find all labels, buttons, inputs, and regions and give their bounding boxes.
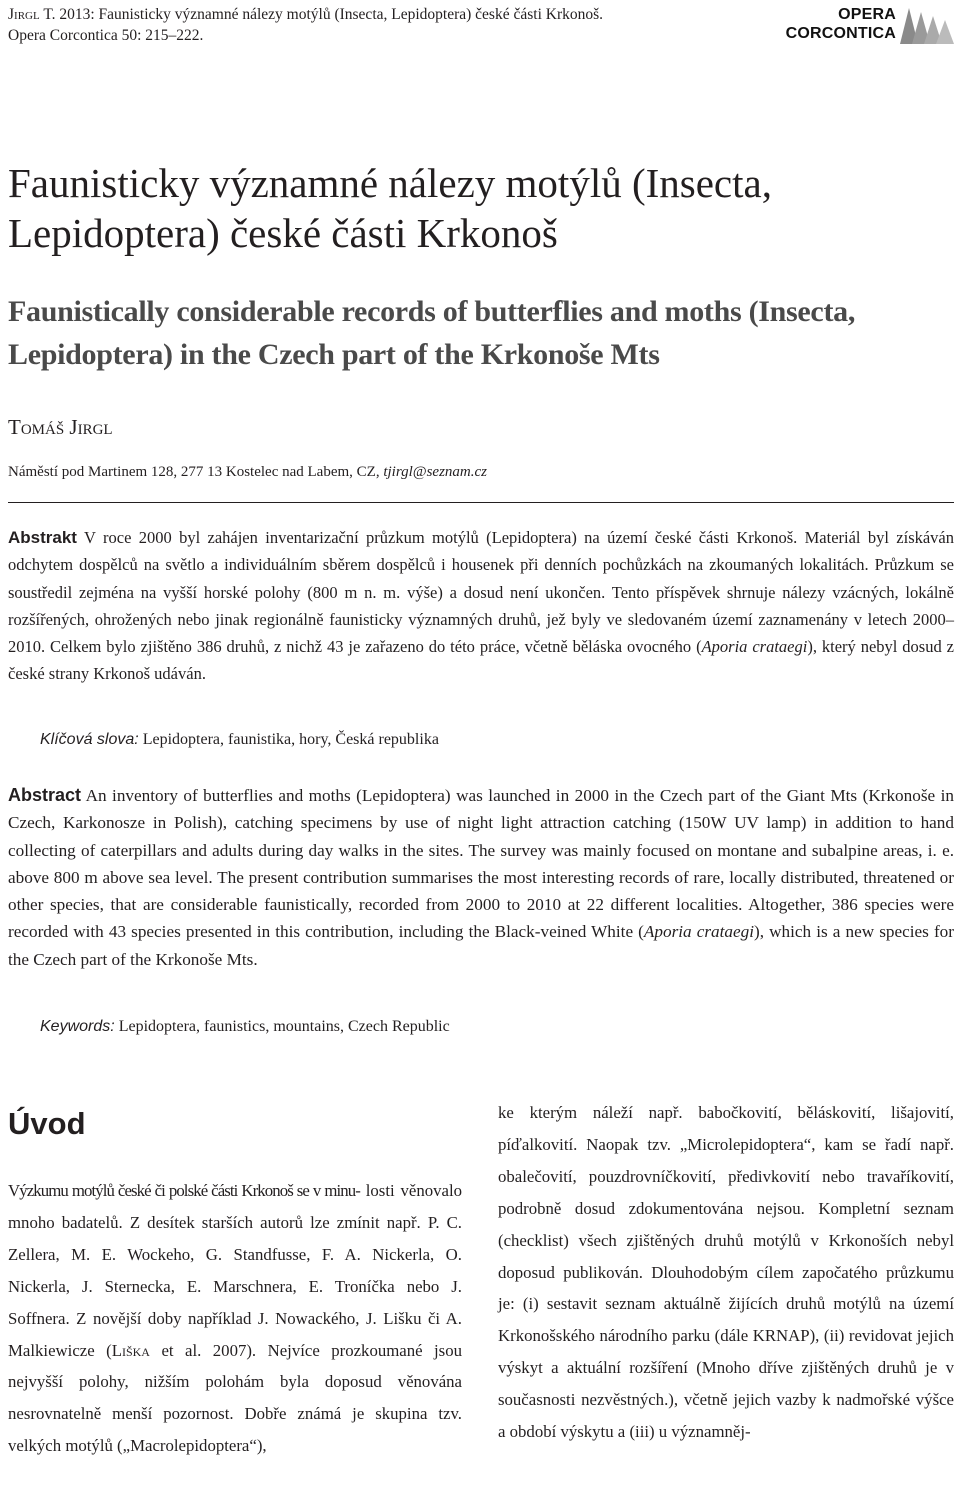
divider [8,502,954,503]
keywords-english [40,1016,450,1038]
abstract-english [8,782,954,973]
address-text: Náměstí pod Martinem 128, 277 13 Kostelec nad Labem, CZ, [8,464,384,480]
abstract-czech [8,524,954,688]
intro-left-first-line: Výzkumu motýlů české či polské části Krkonoš se v minu- [8,1181,360,1200]
citation-journal: Opera Corcontica 50: 215–222. [8,27,204,44]
abstract-english-text-1: An inventory of butterflies and moths (Lepidoptera) was launched in 2000 in the Czech part of the Giant Mts (Krkonoše in Czech, Karkonosze in Polish), catching specimens by use of night light attraction catching (150W UV lamp) in addition to hand collecting of caterpillars and adults during day walks in the sites. The survey was mainly focused on montane and subalpine areas, i. e. above 800 m above sea level. The present contribution summarises the most interesting records of rare, locally distributed, threatened or other species, that are considerable faunistically, recorded from 2000 to 2010 at 22 different localities. Altogether, 386 species were recorded with 43 species presented in this contribution, including the Black-veined White ( [8,786,954,942]
keywords-english-label: Keywords: [40,1018,115,1035]
intro-left-text-2: et al. 2007). Nejvíce prozkoumané jsou nejvyšší polohy, nižším polohám byla doposud věnována nesrovnatelně menší pozornost. Dobře známá je skupina tzv. velkých motýlů („Macrolepidoptera“), [8,1340,462,1456]
email-link[interactable]: tjirgl@seznam.cz [383,464,488,480]
abstract-english-species: Aporia crataegi [643,922,755,942]
intro-left-text-1: losti věnovalo mnoho badatelů. Z desítek starších autorů lze zmínit např. P. C. Zellera, M. E. Wockeho, G. Standfusse, F. A. Nickerla, O. Nickerla, J. Sternecka, E. Marschnera, E. Troníčka nebo J. Soffnera. Z novější doby například J. Nowackého, J. Lišku či A. Malkiewicze ( [8,1181,463,1360]
logo-text [784,5,896,43]
abstract-english-text-2: ), which is a new species for the Czech part of the Krkonoše Mts. [8,922,954,969]
author-name: Tomáš Jirgl [8,415,113,439]
abstract-czech-species: Aporia crataegi [701,637,808,657]
keywords-czech-label: Klíčová slova: [40,731,139,748]
title-english: Faunistically considerable records of butterflies and moths (Insecta, Lepidoptera) in the Czech part of the Krkonoše Mts [8,295,856,371]
abstract-czech-heading: Abstrakt [8,528,77,547]
abstract-english-heading: Abstract [8,785,82,805]
abstract-czech-text-2: ), který nebyl dosud z české strany Krkonoš udáván. [8,637,954,684]
intro-heading: Úvod [8,1106,86,1141]
logo-line-corcontica: CORCONTICA [785,25,896,42]
mountains-logo-icon [900,6,954,44]
keywords-czech-text: Lepidoptera, faunistika, hory, Česká republika [138,731,439,748]
keywords-czech [40,729,439,751]
citation-header [8,4,603,46]
keywords-english-text: Lepidoptera, faunistics, mountains, Czech Republic [114,1018,450,1035]
intro-column-left [8,1175,462,1462]
title-czech: Faunisticky významné nálezy motýlů (Insecta, Lepidoptera) české části Krkonoš [8,160,772,256]
intro-column-right: ke kterým náleží např. babočkovití, běláskovití, lišajovití, píďalkovití. Naopak tzv. „Microlepidoptera“, kam se řadí např. obalečovití, pouzdrovníčkovití, předivkovití nebo travaříkovití, podrobně dosud zdokumentována nejsou. Kompletní seznam (checklist) všech zjištěných druhů motýlů v Krkonoších nebyl doposud publikován. Dlouhodobým cílem započatého průzkumu je: (i) sestavit seznam aktuálně žijících druhů motýlů na území Krkonošského národního parku (dále KRNAP), (ii) revidovat jejich výskyt a aktuální rozšíření (Mnoho dříve zjištěných druhů je v současnosti nezvěstných.), včetně jejich vazby k nadmořské výšce a období výskytu a (iii) u významněj- [498,1103,954,1442]
intro-left-cite-author: Liška [111,1340,150,1360]
abstract-czech-text-1: V roce 2000 byl zahájen inventarizační průzkum motýlů (Lepidoptera) na území české části Krkonoš. Materiál byl získáván odchytem dospělců na světlo a individuálním sběrem dospělců i housenek při denních pochůzkách na zkoumaných lokalitách. Průzkum se soustředil zejména na vyšší horské polohy (800 m n. m. výše) a dosud není ukončen. Tento příspěvek shrnuje nálezy vzácných, lokálně rozšířených, ohrožených nebo jinak regionálně faunisticky významných druhů, jež byly ve sledovaném území zaznamenány v letech 2000–2010. Celkem bylo zjištěno 386 druhů, z nichž 43 je zařazeno do této práce, včetně běláska ovocného ( [8,528,955,657]
author-address [8,462,487,482]
logo-line-opera: OPERA [838,6,896,23]
citation-text: T. 2013: Faunisticky významné nálezy motýlů (Insecta, Lepidoptera) české části Krkonoš. [43,6,604,23]
journal-logo [784,4,954,48]
citation-author: Jirgl [8,6,40,23]
